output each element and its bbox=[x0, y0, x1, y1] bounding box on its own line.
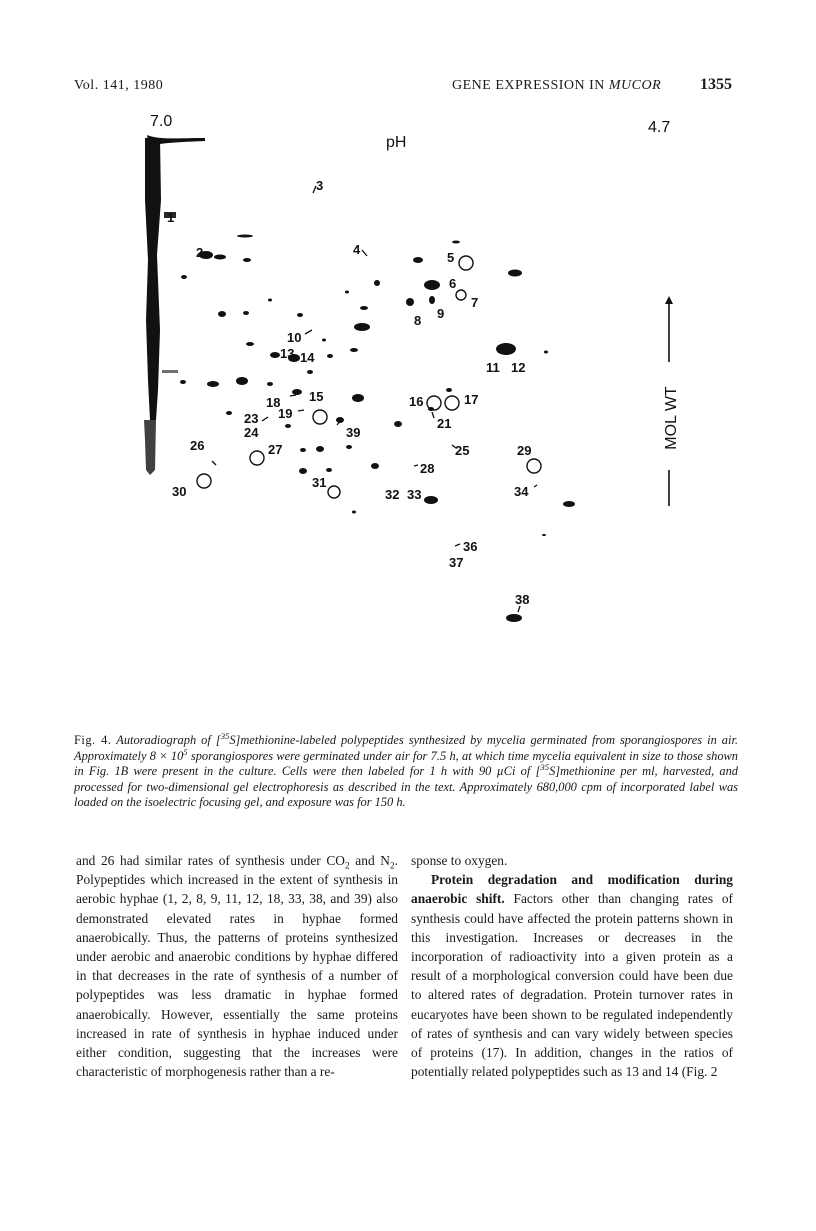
body-text: and 26 had similar rates of synthesis under CO bbox=[76, 853, 345, 868]
isotope-superscript: 35 bbox=[540, 762, 550, 773]
spot-label: 16 bbox=[409, 394, 424, 409]
spot-label: 36 bbox=[463, 539, 478, 554]
circled-spots bbox=[197, 256, 541, 498]
spot-label: 7 bbox=[471, 295, 479, 310]
caption-text: S]methionine-labeled polypeptides synthesized by mycelia germinated from sporangiospores in air. Approximately 8 × 10 bbox=[74, 733, 738, 763]
spot-label: 14 bbox=[300, 350, 315, 365]
subscript: 2 bbox=[344, 861, 350, 872]
pointer-ticks bbox=[212, 186, 537, 612]
spot-labels bbox=[167, 178, 531, 607]
spot-label: 23 bbox=[244, 411, 259, 426]
caption-text: sporangiospores were germinated under air for 7.5 h, at which time mycelia equivalent in size to those shown in Fig. 1B were present in the culture. Cells were then labeled for 1 h with 90 µCi of [ bbox=[74, 748, 738, 779]
spot-label: 32 bbox=[385, 487, 400, 502]
spot-label: 12 bbox=[511, 360, 526, 375]
spot-label: 39 bbox=[346, 425, 361, 440]
spot-label: 37 bbox=[449, 555, 464, 570]
body-paragraph: sponse to oxygen. bbox=[411, 853, 508, 868]
ph-left-value: 7.0 bbox=[150, 113, 173, 130]
journal-volume: Vol. 141, 1980 bbox=[74, 78, 164, 93]
spot-label: 18 bbox=[266, 395, 281, 410]
section-paragraph bbox=[411, 870, 733, 1081]
section-heading: Protein degradation and modification during anaerobic shift. bbox=[411, 872, 733, 907]
caption-text: Autoradiograph of [ bbox=[111, 733, 221, 747]
body-column-left bbox=[76, 851, 398, 1081]
spot-label: 19 bbox=[278, 406, 293, 421]
spot-label: 10 bbox=[287, 330, 302, 345]
mol-wt-label: MOL WT bbox=[663, 386, 680, 450]
figure-caption-label: Fig. 4. bbox=[74, 733, 112, 747]
spot-label: 33 bbox=[407, 487, 422, 502]
isotope-superscript: 35 bbox=[220, 730, 230, 741]
spot-label: 5 bbox=[447, 250, 455, 265]
figure-caption bbox=[74, 730, 738, 811]
spot-label: 8 bbox=[414, 313, 422, 328]
ph-right-value: 4.7 bbox=[648, 119, 671, 136]
spot-label: 26 bbox=[190, 438, 205, 453]
spot-label: 2 bbox=[196, 245, 204, 260]
spot-label: 3 bbox=[316, 178, 324, 193]
body-text: . Polypeptides which increased in the extent of synthesis in aerobic hyphae (1, 2, 8, 9, 11, 12, 18, 33, 38, and 39) also demonstrated elevated rates in hyphae formed anaerobically. Thus, the patterns of proteins synthesized under aerobic and anaerobic conditions by hyphae differed in that decreases in the rate of synthesis of a number of polypeptides was less dramatic in hyphae formed anaerobically. However, essentially the same proteins increased in rate of synthesis in hyphae induced under either condition, suggesting that the increases were characteristic of morphogenesis rather than a re- bbox=[76, 853, 398, 1080]
spot-label: 4 bbox=[353, 242, 361, 257]
subscript: 2 bbox=[389, 861, 395, 872]
spot-label: 27 bbox=[268, 442, 283, 457]
spot-label: 17 bbox=[464, 392, 479, 407]
spot-label: 9 bbox=[437, 306, 445, 321]
sample-streak bbox=[144, 135, 205, 475]
running-title-organism: MUCOR bbox=[608, 78, 662, 93]
ph-axis-label: pH bbox=[386, 134, 407, 151]
spot-label: 13 bbox=[280, 346, 295, 361]
running-title-prefix: GENE EXPRESSION IN bbox=[452, 78, 609, 93]
body-column-right bbox=[411, 851, 733, 1081]
body-paragraph bbox=[76, 851, 398, 1081]
caption-text: S]methionine per ml, harvested, and processed for two-dimensional gel electrophoresis as described in the text. Approximately 680,000 cpm of incorporated label was loaded on the isoelectric focusing gel, and exposure was for 150 h. bbox=[74, 764, 738, 810]
protein-spots bbox=[180, 235, 575, 623]
mol-wt-axis bbox=[663, 296, 680, 506]
spot-label: 30 bbox=[172, 484, 187, 499]
spot-label: 25 bbox=[455, 443, 470, 458]
spot-label: 15 bbox=[309, 389, 324, 404]
spot-label: 1 bbox=[167, 210, 175, 225]
spot-label: 28 bbox=[420, 461, 435, 476]
spot-label: 38 bbox=[515, 592, 530, 607]
spot-label: 21 bbox=[437, 416, 452, 431]
spot-label: 29 bbox=[517, 443, 532, 458]
body-text: Factors other than changing rates of synthesis could have affected the protein patterns shown in this investigation. Increases or decreases in the incorporation of radioactivity into a given protein as a result of a morphological conversion could have been due to altered rates of degradation. Protein turnover rates in eucaryotes have been shown to be regulated independently of rates of synthesis and can vary widely between species of proteins (17). In addition, changes in the ratios of potentially related polypeptides such as 13 and 14 (Fig. 2 bbox=[411, 891, 734, 1080]
spot-label: 31 bbox=[312, 475, 327, 490]
exponent-superscript: 5 bbox=[183, 746, 188, 757]
body-text: and N bbox=[349, 853, 390, 868]
spot-label: 6 bbox=[449, 276, 457, 291]
spot-label: 34 bbox=[514, 484, 529, 499]
spot-label: 11 bbox=[486, 360, 500, 375]
page-number: 1355 bbox=[700, 76, 732, 93]
spot-label: 24 bbox=[244, 425, 259, 440]
